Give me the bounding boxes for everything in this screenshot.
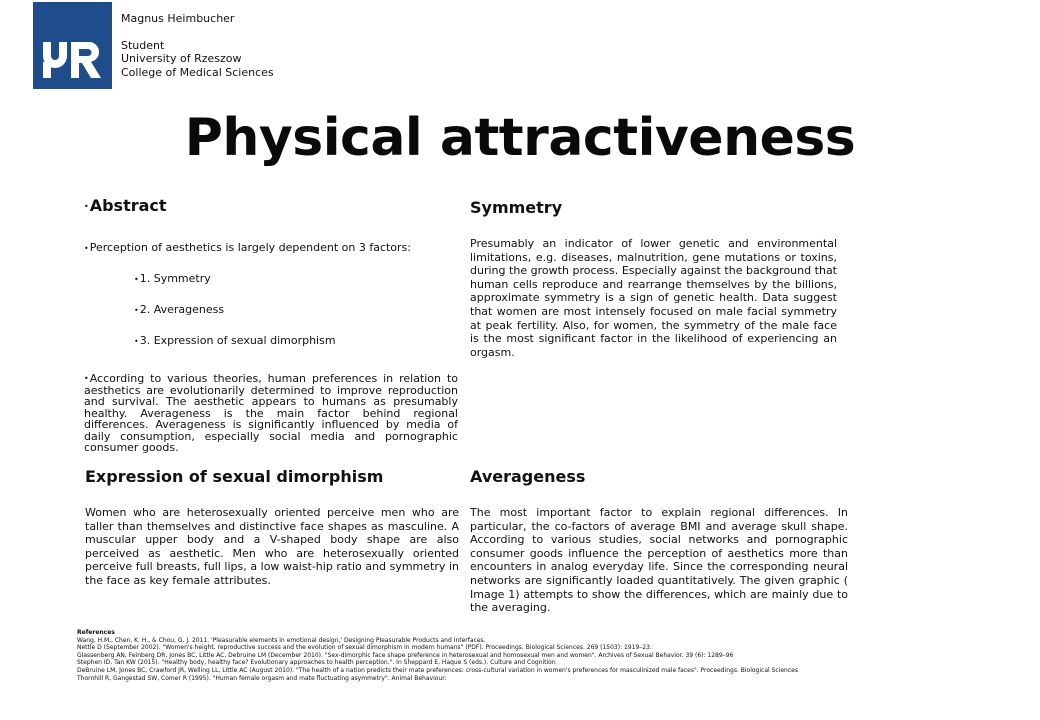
author-university: University of Rzeszow (121, 52, 242, 65)
factor-item (134, 272, 211, 285)
reference-item: Wang, H.M., Chen, K. H., & Chou, G. J. 2011. 'Pleasurable elements in emotional design,' Designing Pleasurable Products and Interfaces. (77, 636, 486, 644)
dimorphism-heading: Expression of sexual dimorphism (85, 467, 384, 486)
bullet-icon: • (134, 336, 139, 346)
reference-item: Glassenberg AN, Feinberg DR, Jones BC, Little AC, Debruine LM (December 2010). "Sex-dimorphic face shape preference in heterosexual and homosexual men and women". Archives of Sexual Behavior. 39 (6): 1289–96 (77, 651, 734, 659)
symmetry-paragraph: Presumably an indicator of lower genetic and environmental limitations, e.g. diseases, malnutrition, gene mutations or toxins, during the growth process. Especially against the background that human cells reproduce and rearrange themselves by the billions, approximate symmetry is a sign of genetic health. Data suggest that women are most intensely focused on male facial symmetry at peak fertility. Also, for women, the symmetry of the male face is the most significant factor in the likelihood of experiencing an orgasm. (470, 237, 837, 359)
factor-text: 1. Symmetry (139, 272, 211, 285)
dimorphism-paragraph: Women who are heterosexually oriented perceive men who are taller than themselves and distinctive face shapes as masculine. A muscular upper body and a V-shaped body shape are also perceived as aesthetic. Men who are heterosexually oriented perceive full breasts, full lips, a low waist-hip ratio and symmetry in the face as key female attributes. (85, 506, 459, 587)
references-block (77, 629, 798, 682)
reference-item: Thornhill R, Gangestad SW, Comer R (1995). "Human female orgasm and mate fluctuating asymmetry". Animal Behaviour: (77, 674, 447, 682)
reference-item: Nettle D (September 2002). "Women's height, reproductive success and the evolution of sexual dimorphism in modern humans" (PDF). Proceedings. Biological Sciences. 269 (1503): 1919–23. (77, 644, 652, 652)
reference-item: DeBruine LM, Jones BC, Crawford JR, Welling LL, Little AC (August 2010). "The health of a nation predicts their mate preferences: cross-cultural variation in women's preferences for masculinized male faces". Proceedings. Biological Sciences (77, 666, 798, 674)
bullet-icon: • (84, 202, 89, 211)
symmetry-heading: Symmetry (470, 198, 563, 217)
author-role: Student (121, 38, 165, 52)
factor-text: 3. Expression of sexual dimorphism (139, 334, 336, 347)
averageness-heading: Averageness (470, 467, 586, 486)
averageness-paragraph: The most important factor to explain regional differences. In particular, the co-factors of average BMI and average skull shape. According to various studies, social networks and pornographic consumer goods influence the perception of aesthetics more than encounters in analog everyday life. Since the corresponding neural networks are significantly loaded quantitatively. The given graphic ( Image 1) attempts to show the differences, which are mainly due to the averaging. (470, 506, 848, 615)
factor-item (134, 334, 336, 347)
factor-text: 2. Averageness (139, 303, 225, 316)
abstract-paragraph-text: According to various theories, human preferences in relation to aesthetics are evolutionarily determined to improve reproduction and survival. The aesthetic appears to humans as presumably healthy. Averageness is the main factor behind regional differences. Averageness is significantly influenced by media of daily consumption, especially social media and pornographic consumer goods. (84, 372, 458, 455)
abstract-intro-text: Perception of aesthetics is largely dependent on 3 factors: (89, 241, 411, 254)
bullet-icon: • (84, 374, 89, 384)
bullet-icon: • (134, 274, 139, 284)
university-of-rzeszow-logo-icon (33, 2, 112, 89)
references-heading: References (77, 629, 115, 636)
abstract-heading-text: Abstract (89, 196, 167, 215)
bullet-icon: • (134, 305, 139, 315)
bullet-icon: • (84, 243, 89, 253)
abstract-paragraph (84, 373, 458, 454)
author-name: Magnus Heimbucher (121, 12, 235, 25)
author-college: College of Medical Sciences (121, 65, 274, 79)
poster-title: Physical attractiveness (184, 108, 856, 168)
author-block (121, 12, 274, 79)
abstract-intro (84, 241, 411, 254)
university-logo (33, 2, 112, 89)
factor-item (134, 303, 224, 316)
reference-item: Stephen ID, Tan KW (2015). "Healthy body, healthy face? Evolutionary approaches to health perception.". In Sheppard E, Haque S (eds.). Culture and Cognition (77, 659, 556, 667)
abstract-heading (84, 196, 167, 215)
